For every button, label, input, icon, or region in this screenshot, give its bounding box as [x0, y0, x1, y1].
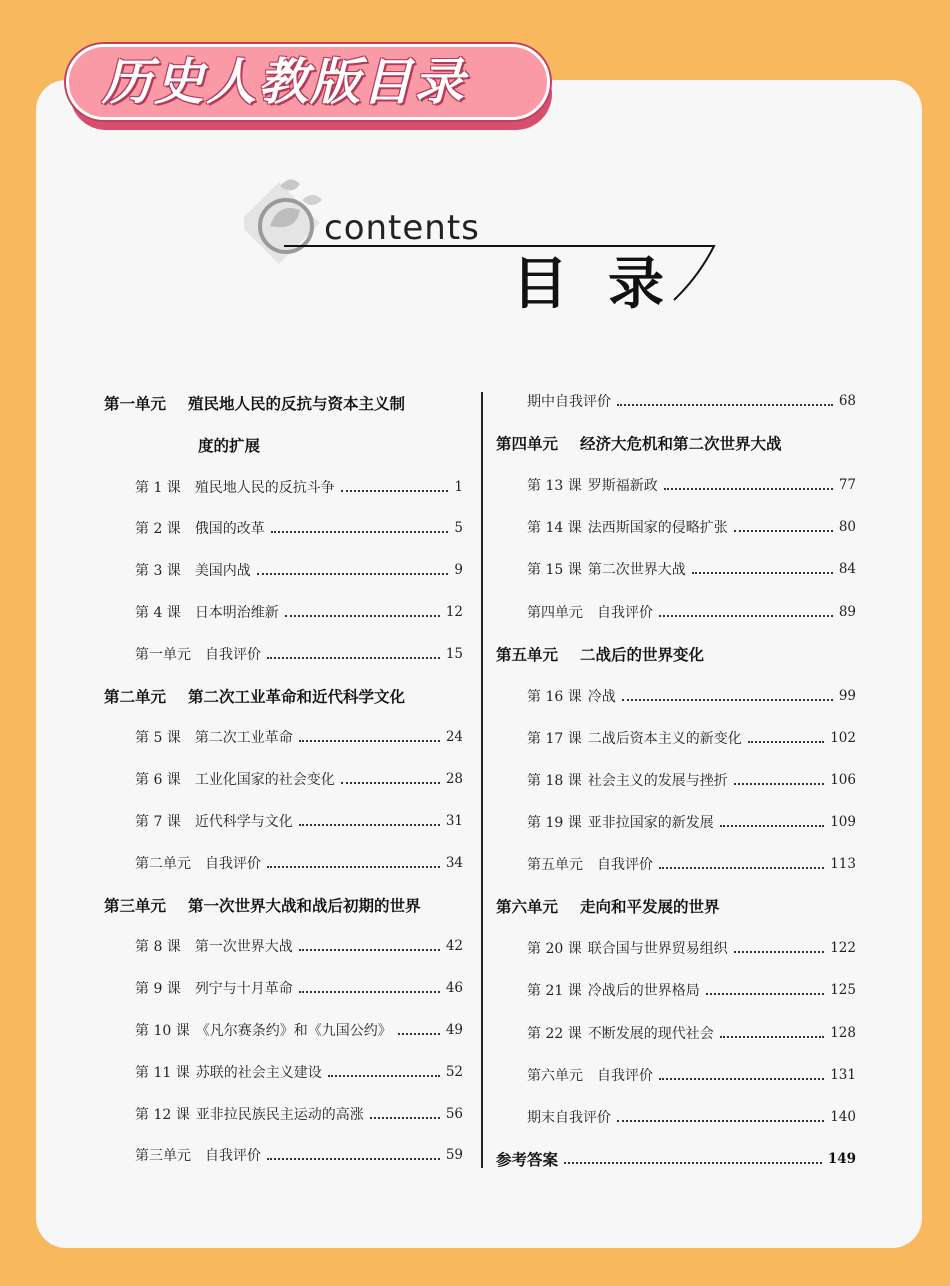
title-banner: [66, 44, 556, 134]
toc-lesson-entry[interactable]: [527, 1018, 856, 1048]
toc-page-number: 1: [454, 478, 463, 495]
toc-entry-title: 冷战: [587, 688, 616, 705]
toc-entry-label: 第 14 课: [527, 520, 582, 537]
toc-page-number: 122: [830, 940, 856, 957]
toc-unit-heading[interactable]: [104, 890, 463, 920]
toc-lesson-entry[interactable]: [527, 386, 856, 416]
toc-entry-title: 社会主义的发展与挫折: [587, 772, 728, 789]
toc-entry-title: 自我评价: [205, 646, 261, 663]
toc-page-number: 109: [830, 814, 856, 830]
toc-entry-label: 第 8 课: [135, 939, 181, 956]
toc-entry-label: 第一单元: [104, 395, 167, 413]
toc-page-number: 102: [830, 729, 856, 746]
toc-entry-label: 第 12 课: [135, 1106, 190, 1123]
dot-leader: [664, 484, 833, 490]
toc-lesson-entry[interactable]: [135, 1057, 463, 1087]
dot-leader: [271, 527, 449, 533]
toc-entry-title: 第二次工业革命和近代科学文化: [188, 687, 406, 706]
toc-entry-title: 第一次世界大战: [194, 939, 293, 956]
toc-page-number: 125: [830, 982, 856, 999]
dot-leader: [659, 1074, 824, 1080]
toc-entry-title: 美国内战: [194, 563, 251, 580]
toc-entry-label: 第 4 课: [135, 605, 181, 621]
toc-entry-title: 工业化国家的社会变化: [194, 772, 335, 789]
toc-lesson-entry[interactable]: [527, 512, 856, 542]
toc-entry-title: 期末自我评价: [527, 1109, 611, 1126]
toc-page-number: 128: [830, 1024, 856, 1041]
toc-entry-label: 第 21 课: [527, 983, 582, 1000]
toc-entry-label: 第 17 课: [527, 730, 582, 747]
toc-entry-label: 第三单元: [104, 896, 167, 915]
toc-page-number: 99: [838, 687, 856, 704]
toc-lesson-entry[interactable]: [527, 849, 856, 879]
toc-lesson-entry[interactable]: [135, 639, 463, 669]
toc-lesson-entry[interactable]: [527, 470, 856, 500]
dot-leader: [617, 400, 833, 406]
toc-entry-title: 日本明治维新: [194, 605, 279, 621]
toc-page-number: 12: [445, 604, 463, 620]
dot-leader: [622, 695, 833, 701]
toc-entry-label: 第 9 课: [135, 981, 181, 998]
toc-entry-title: 《凡尔赛条约》和《九国公约》: [195, 1023, 392, 1039]
dot-leader: [257, 569, 449, 575]
mulu-heading: 目录: [512, 251, 704, 317]
toc-lesson-entry[interactable]: [135, 513, 463, 543]
dot-leader: [328, 1071, 440, 1077]
dot-leader: [748, 737, 825, 743]
toc-entry-label: 第 6 课: [135, 772, 181, 789]
toc-lesson-entry[interactable]: [527, 975, 856, 1005]
toc-entry-title: 殖民地人民的反抗斗争: [194, 479, 335, 496]
toc-entry-title: 第二次世界大战: [587, 562, 686, 579]
toc-lesson-entry[interactable]: [527, 765, 856, 795]
toc-lesson-entry[interactable]: [527, 723, 856, 753]
toc-entry-label: 第 2 课: [135, 521, 181, 538]
toc-lesson-entry[interactable]: [527, 807, 856, 837]
toc-page-number: 89: [838, 603, 856, 620]
dot-leader: [617, 1116, 824, 1122]
toc-entry-title: 亚非拉民族民主运动的高涨: [195, 1106, 364, 1123]
toc-lesson-entry[interactable]: [135, 931, 463, 961]
toc-page-number: 31: [445, 813, 463, 829]
toc-entry-title: 殖民地人民的反抗与资本主义制: [188, 395, 406, 413]
toc-page-number: 56: [445, 1105, 463, 1122]
toc-lesson-entry[interactable]: [135, 973, 463, 1003]
toc-entry-label: 第六单元: [527, 1067, 583, 1084]
toc-lesson-entry[interactable]: [135, 1015, 463, 1045]
toc-page-number: 80: [838, 519, 856, 536]
toc-page-number: 68: [838, 393, 856, 409]
toc-unit-heading[interactable]: [104, 388, 463, 418]
toc-entry-label: 第二单元: [135, 855, 191, 872]
toc-answers-entry[interactable]: [496, 1144, 856, 1174]
dot-leader: [341, 486, 449, 492]
toc-entry-title: 亚非拉国家的新发展: [587, 815, 714, 831]
toc-page-number: 113: [830, 856, 856, 873]
toc-entry-title: 不断发展的现代社会: [587, 1025, 714, 1042]
toc-entry-title: 走向和平发展的世界: [580, 898, 720, 917]
dot-leader: [734, 947, 825, 953]
toc-entry-label: 第 5 课: [135, 730, 181, 747]
toc-entry-label: 第三单元: [135, 1148, 191, 1165]
toc-lesson-entry[interactable]: [135, 1140, 463, 1170]
toc-entry-title: 第一次世界大战和战后初期的世界: [188, 896, 421, 915]
toc-lesson-entry[interactable]: [135, 848, 463, 878]
dot-leader: [564, 1158, 822, 1164]
dot-leader: [267, 653, 440, 659]
dot-leader: [267, 1154, 440, 1160]
toc-lesson-entry[interactable]: [135, 597, 463, 627]
toc-entry-title: 法西斯国家的侵略扩张: [587, 520, 728, 537]
toc-entry-label: 第 7 课: [135, 814, 181, 830]
toc-entry-title: 自我评价: [205, 855, 261, 872]
toc-unit-heading[interactable]: [496, 891, 856, 921]
dot-leader: [734, 779, 825, 785]
toc-entry-label: 第 20 课: [527, 941, 582, 958]
toc-entry-label: 第 11 课: [135, 1064, 190, 1081]
dot-leader: [706, 989, 825, 995]
toc-page-number: 131: [830, 1066, 856, 1083]
toc-lesson-entry[interactable]: [527, 681, 856, 711]
contents-word: contents: [324, 208, 480, 248]
toc-unit-heading[interactable]: [496, 639, 856, 669]
toc-lesson-entry[interactable]: [527, 1102, 856, 1132]
toc-page-number: 5: [454, 520, 463, 537]
toc-entry-label: 第四单元: [527, 604, 583, 621]
toc-unit-heading[interactable]: [496, 428, 856, 458]
toc-entry-title: 自我评价: [597, 857, 653, 874]
toc-entry-title: 罗斯福新政: [587, 478, 658, 495]
toc-entry-title: 期中自我评价: [527, 394, 611, 410]
toc-page-number: 77: [838, 477, 856, 494]
dot-leader: [734, 526, 833, 532]
toc-entry-title: 自我评价: [597, 1067, 653, 1084]
toc-page-number: 24: [445, 729, 463, 746]
toc-entry-label: 第 15 课: [527, 562, 582, 579]
toc-page-number: 84: [838, 561, 856, 578]
dot-leader: [720, 821, 825, 827]
toc-lesson-entry[interactable]: [135, 472, 463, 502]
dot-leader: [267, 862, 440, 868]
toc-entry-title: 第二次工业革命: [194, 730, 293, 747]
toc-entry-title: 二战后的世界变化: [580, 645, 705, 664]
toc-page-number: 59: [445, 1147, 463, 1164]
dot-leader: [370, 1113, 440, 1119]
toc-entry-title: 冷战后的世界格局: [587, 983, 700, 1000]
toc-lesson-entry[interactable]: [527, 554, 856, 584]
toc-lesson-entry[interactable]: [135, 1099, 463, 1129]
banner-title: 历史人教版目录: [102, 53, 466, 111]
toc-page-number: 15: [445, 645, 463, 662]
toc-unit-heading[interactable]: [104, 681, 463, 711]
toc-unit-heading[interactable]: [198, 430, 463, 460]
dot-leader: [285, 611, 440, 617]
toc-entry-title: 二战后资本主义的新变化: [587, 730, 742, 747]
toc-lesson-entry[interactable]: [527, 597, 856, 627]
toc-entry-label: 第一单元: [135, 646, 191, 663]
toc-entry-label: 第二单元: [104, 687, 167, 706]
toc-page-number: 9: [454, 562, 463, 579]
dot-leader: [299, 945, 440, 951]
toc-lesson-entry[interactable]: [527, 1060, 856, 1090]
toc-entry-title: 俄国的改革: [194, 521, 265, 538]
dot-leader: [398, 1029, 440, 1035]
toc-page-number: 34: [445, 854, 463, 871]
toc-entry-label: 第五单元: [496, 645, 559, 664]
toc-page-number: 149: [827, 1150, 856, 1167]
toc-page-number: 106: [830, 771, 856, 788]
toc-entry-label: 第 18 课: [527, 772, 582, 789]
dot-leader: [659, 611, 833, 617]
dot-leader: [299, 820, 440, 826]
toc-lesson-entry[interactable]: [135, 806, 463, 836]
peach-icon: [244, 179, 322, 264]
toc-entry-label: 第六单元: [496, 898, 559, 917]
toc-entry-label: 第 3 课: [135, 563, 181, 580]
toc-page-number: 140: [830, 1108, 856, 1125]
toc-entry-label: 第 10 课: [135, 1023, 190, 1039]
column-divider: [481, 392, 483, 1168]
toc-lesson-entry[interactable]: [135, 722, 463, 752]
toc-entry-title: 自我评价: [205, 1148, 261, 1165]
toc-entry-title: 经济大危机和第二次世界大战: [580, 435, 782, 454]
toc-entry-label: 第 19 课: [527, 815, 582, 831]
toc-entry-title: 自我评价: [597, 604, 653, 621]
toc-entry-label: 第 16 课: [527, 688, 582, 705]
dot-leader: [692, 568, 833, 574]
toc-entry-title: 度的扩展: [198, 436, 261, 455]
toc-entry-title: 列宁与十月革命: [194, 981, 293, 998]
toc-entry-title: 联合国与世界贸易组织: [587, 941, 728, 958]
toc-lesson-entry[interactable]: [135, 764, 463, 794]
toc-entry-label: 第 1 课: [135, 479, 181, 496]
toc-page-number: 42: [445, 938, 463, 955]
toc-lesson-entry[interactable]: [135, 555, 463, 585]
toc-entry-label: 第 13 课: [527, 478, 582, 495]
toc-entry-label: 第 22 课: [527, 1025, 582, 1042]
toc-entry-title: 近代科学与文化: [194, 814, 293, 830]
dot-leader: [720, 1032, 825, 1038]
toc-page-number: 46: [445, 980, 463, 997]
toc-lesson-entry[interactable]: [527, 933, 856, 963]
toc-entry-title: 苏联的社会主义建设: [195, 1064, 322, 1081]
toc-page-number: 28: [445, 771, 463, 788]
dot-leader: [299, 987, 440, 993]
toc-entry-label: 第四单元: [496, 435, 559, 454]
toc-entry-label: 第五单元: [527, 857, 583, 874]
toc-page-number: 52: [445, 1063, 463, 1080]
toc-entry-title: 参考答案: [496, 1150, 559, 1169]
dot-leader: [659, 863, 824, 869]
dot-leader: [299, 736, 440, 742]
dot-leader: [341, 778, 440, 784]
toc-page-number: 49: [445, 1022, 463, 1038]
